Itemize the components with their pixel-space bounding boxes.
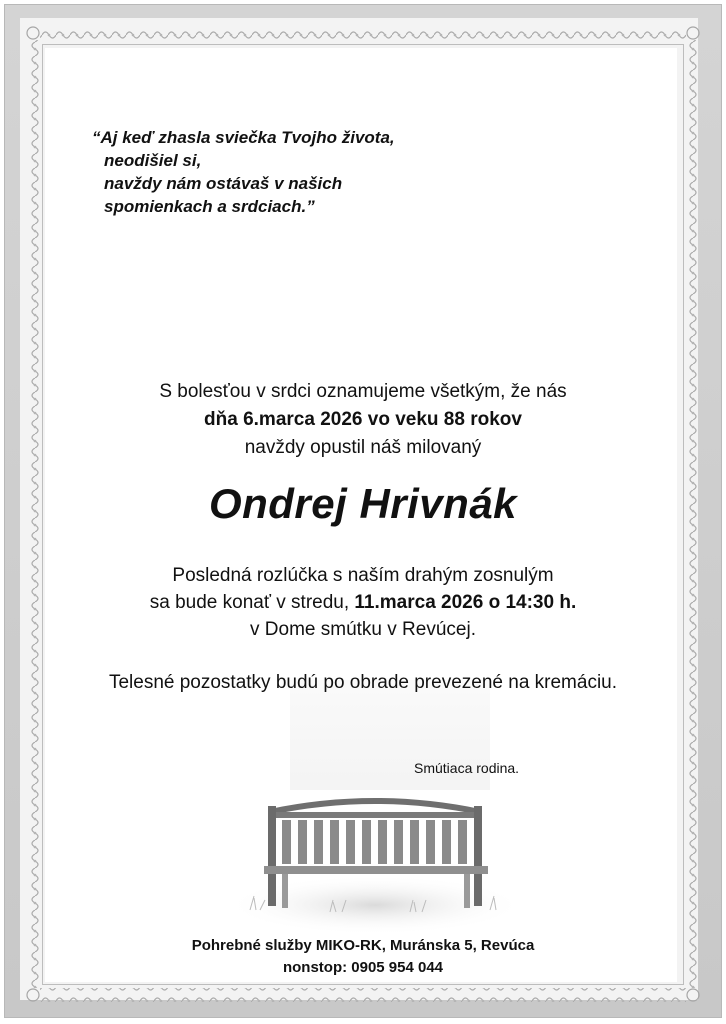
funeral-details [0, 562, 726, 643]
announcement-date-age: dňa 6.marca 2026 vo veku 88 rokov [204, 409, 522, 430]
announcement-line-3: navždy opustil náš milovaný [244, 437, 482, 458]
corner-rosette-icon [687, 27, 699, 39]
corner-rosette-icon [27, 989, 39, 1001]
farewell-line-2 [0, 589, 726, 616]
farewell-location: v Dome smútku v Revúcej. [250, 619, 476, 640]
quote-line-2: neodišiel si, [104, 151, 202, 170]
corner-rosette-icon [27, 27, 39, 39]
ornament-top [40, 26, 686, 40]
memorial-quote [92, 126, 395, 218]
announcement-line-1: S bolesťou v srdci oznamujeme všetkým, že nás [159, 381, 567, 402]
ornament-bottom [40, 988, 686, 1002]
remains-note: Telesné pozostatky budú po obrade prevezené na kremáciu. [108, 672, 618, 693]
funeral-service-footer [0, 935, 726, 979]
quote-line-3: navždy nám ostávaš v našich [104, 174, 343, 193]
death-announcement [0, 378, 726, 462]
corner-rosette-icon [687, 989, 699, 1001]
quote-line-4: spomienkach a srdciach.” [104, 197, 315, 216]
deceased-name: Ondrej Hrivnák [208, 480, 518, 527]
quote-line-1: “Aj keď zhasla sviečka Tvojho života, [92, 128, 395, 147]
farewell-datetime: 11.marca 2026 o 14:30 h. [354, 592, 577, 613]
company-phone: nonstop: 0905 954 044 [282, 959, 444, 976]
company-address: Pohrebné služby MIKO-RK, Muránska 5, Revúca [191, 937, 535, 954]
farewell-weekday: sa bude konať v stredu, [149, 592, 355, 613]
family-signature: Smútiaca rodina. [414, 760, 520, 776]
farewell-line-1: Posledná rozlúčka s naším drahým zosnulým [172, 565, 554, 586]
